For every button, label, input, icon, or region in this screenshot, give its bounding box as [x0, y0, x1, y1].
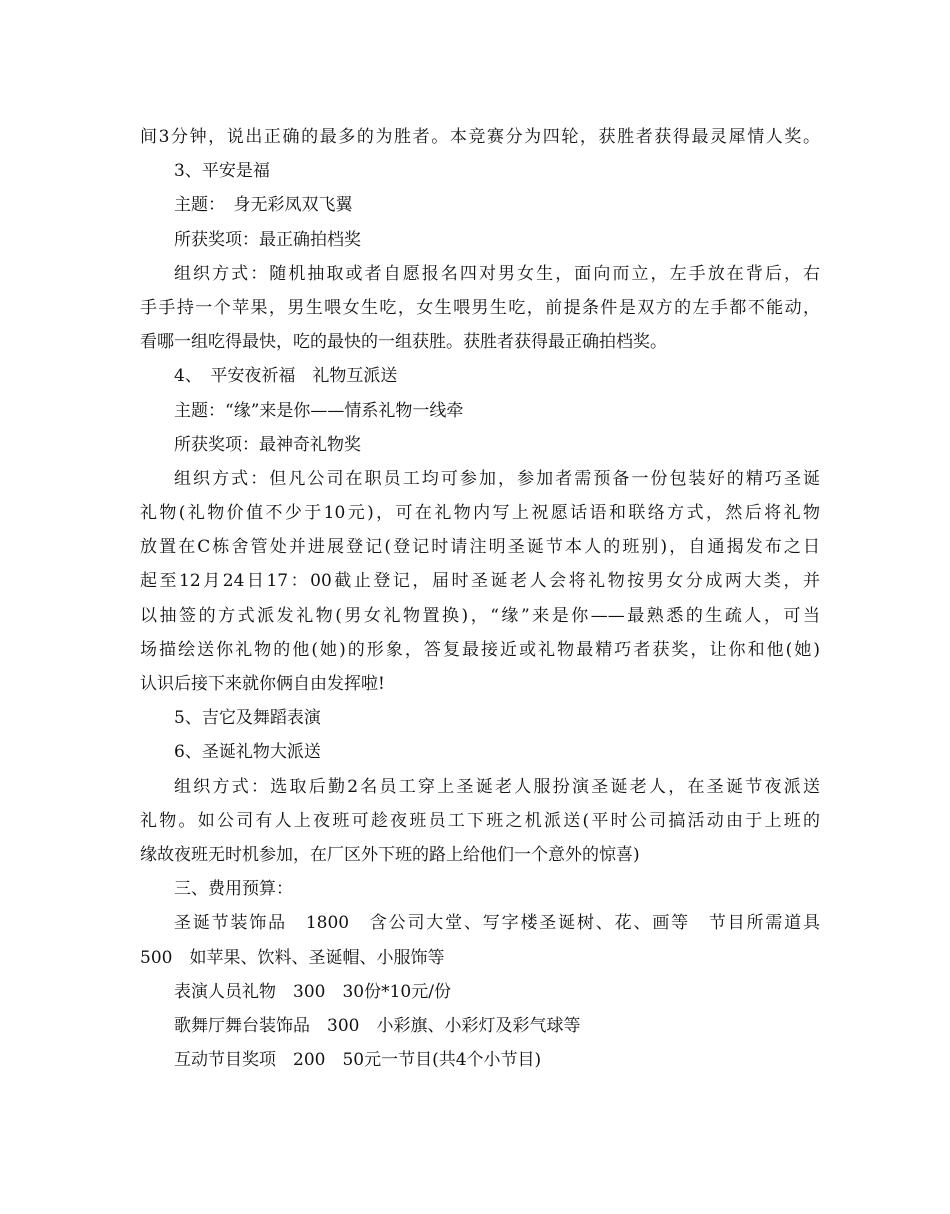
paragraph-line: 看哪一组吃得最快，吃的最快的一组获胜。获胜者获得最正确拍档奖。 — [140, 332, 667, 353]
paragraph-line: 认识后接下来就你俩自由发挥啦! — [140, 674, 385, 694]
paragraph-line: 组织方式：但凡公司在职员工均可参加，参加者需预备一份包装好的精巧圣诞 — [174, 468, 820, 489]
section-heading: 3、平安是福 — [174, 161, 270, 182]
paragraph-line: 组织方式：选取后勤2名员工穿上圣诞老人服扮演圣诞老人，在圣诞节夜派送 — [174, 776, 820, 797]
section-heading: 三、费用预算： — [174, 879, 293, 900]
paragraph-line: 场描绘送你礼物的他(她)的形象，答复最接近或礼物最精巧者获奖，让你和他(她) — [140, 639, 820, 660]
paragraph-line: 放置在C栋舍管处并进展登记(登记时请注明圣诞节本人的班别)，自通揭发布之日 — [140, 537, 820, 558]
section-heading: 5、吉它及舞蹈表演 — [174, 708, 321, 729]
award-line: 所获奖项：最神奇礼物奖 — [174, 434, 361, 455]
section-heading: 4、 平安夜祈福 礼物互派送 — [174, 366, 398, 387]
paragraph-line: 间3分钟，说出正确的最多的为胜者。本竞赛分为四轮，获胜者获得最灵犀情人奖。 — [140, 127, 820, 147]
budget-line: 圣诞节装饰品 1800 含公司大堂、写字楼圣诞树、花、画等 节目所需道具 — [174, 913, 820, 934]
budget-line: 互动节目奖项 200 50元一节目(共4个小节目) — [174, 1050, 542, 1071]
paragraph-line: 礼物。如公司有人上夜班可趁夜班员工下班之机派送(平时公司搞活动由于上班的 — [140, 810, 820, 831]
section-heading: 6、圣诞礼物大派送 — [174, 742, 321, 763]
budget-line: 歌舞厅舞台装饰品 300 小彩旗、小彩灯及彩气球等 — [174, 1015, 581, 1036]
paragraph-line: 手手持一个苹果，男生喂女生吃，女生喂男生吃，前提条件是双方的左手都不能动， — [140, 297, 820, 318]
theme-line: 主题： 身无彩凤双飞翼 — [174, 195, 353, 216]
paragraph-line: 礼物(礼物价值不少于10元)，可在礼物内写上祝愿话语和联络方式，然后将礼物 — [140, 503, 820, 524]
award-line: 所获奖项：最正确拍档奖 — [174, 229, 361, 250]
paragraph-line: 以抽签的方式派发礼物(男女礼物置换)，“缘”来是你——最熟悉的生疏人，可当 — [140, 605, 820, 626]
theme-line: 主题：“缘”来是你——情系礼物一线牵 — [174, 400, 464, 421]
document-body — [140, 120, 820, 1077]
budget-line: 500 如苹果、饮料、圣诞帽、小服饰等 — [140, 947, 445, 968]
paragraph-line: 组织方式：随机抽取或者自愿报名四对男女生，面向而立，左手放在背后，右 — [174, 263, 820, 284]
paragraph-line: 缘故夜班无时机参加，在厂区外下班的路上给他们一个意外的惊喜) — [140, 844, 640, 865]
paragraph-line: 起至12月24日17：00截止登记，届时圣诞老人会将礼物按男女分成两大类，并 — [140, 571, 820, 592]
budget-line: 表演人员礼物 300 30份*10元/份 — [174, 981, 451, 1002]
